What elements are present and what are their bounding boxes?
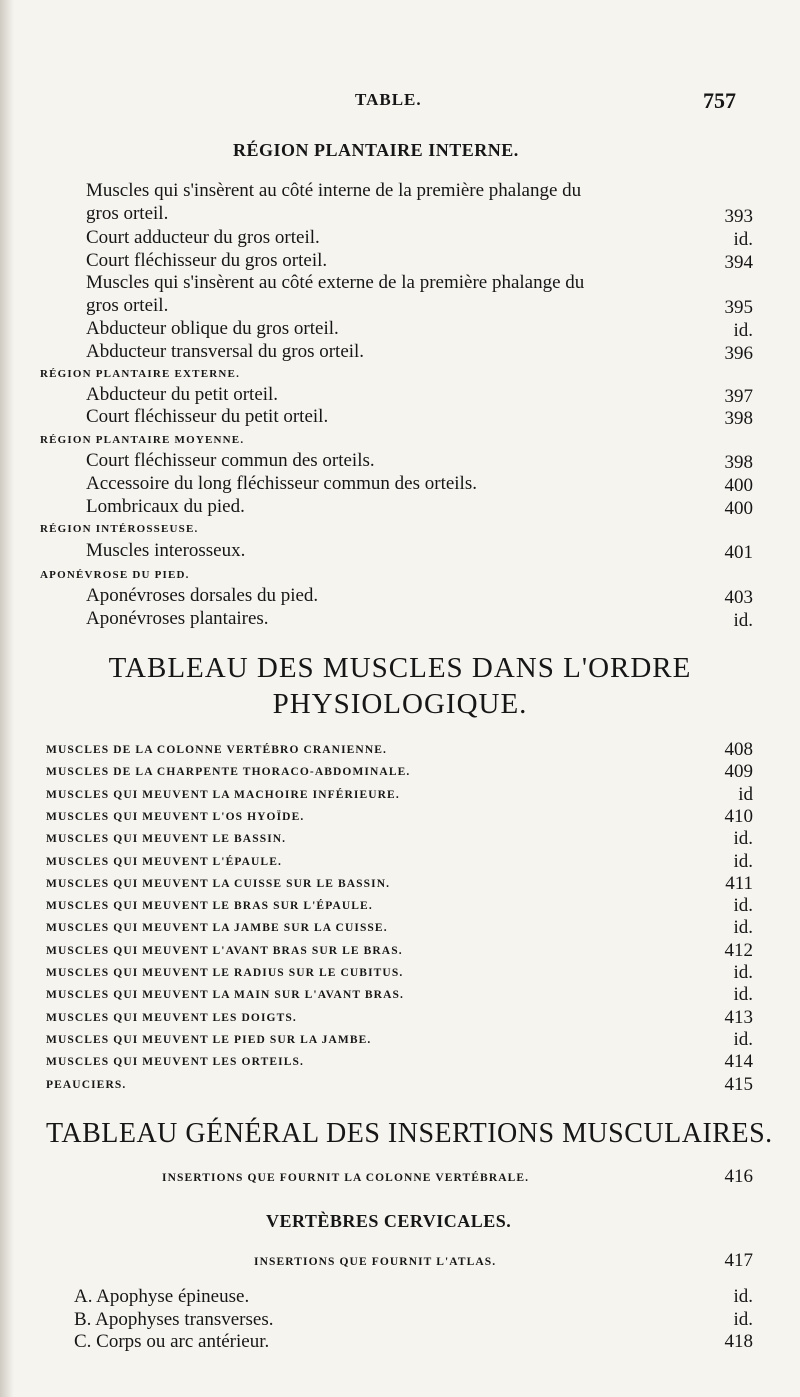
physiological-entry: MUSCLES QUI MEUVENT LA MACHOIRE INFÉRIEURE. [46,788,400,801]
entry-line: Court fléchisseur commun des orteils. [86,450,375,471]
entry-line: Aponévroses dorsales du pied. [86,585,319,606]
entry-line: Abducteur du petit orteil. [86,384,279,405]
section-title-plantar-internal: RÉGION PLANTAIRE INTERNE. [233,140,519,160]
subsection-title: RÉGION PLANTAIRE EXTERNE. [40,368,241,380]
page-ref: id. [733,320,753,341]
page-ref: 412 [724,939,753,961]
page-ref: id. [733,1286,753,1307]
page-ref: id. [733,1309,753,1330]
physiological-entry: MUSCLES QUI MEUVENT LE BRAS SUR L'ÉPAULE. [46,900,373,913]
page-ref: 403 [724,587,753,608]
physiological-entry: MUSCLES DE LA COLONNE VERTÉBRO CRANIENNE. [46,744,387,756]
entry-line: gros orteil. [86,295,169,316]
page-ref: 393 [724,206,753,227]
physiological-entry: MUSCLES QUI MEUVENT LES DOIGTS. [46,1011,297,1024]
page-ref: 398 [724,408,753,429]
physiological-entry: PEAUCIERS. [46,1078,127,1091]
page-ref: 409 [724,761,753,783]
page-ref: 413 [724,1006,753,1028]
entry-line: C. Corps ou arc antérieur. [74,1331,270,1352]
entry-line: Court fléchisseur du gros orteil. [86,250,328,271]
physiological-entry: MUSCLES QUI MEUVENT LE BASSIN. [46,833,287,846]
entry-line: Aponévroses plantaires. [86,608,269,629]
page-ref: 400 [724,475,753,496]
running-header-title: TABLE. [355,90,422,109]
page-ref: 414 [724,1051,753,1073]
entry-line: B. Apophyses transverses. [74,1309,274,1330]
page-ref: id. [733,962,753,983]
page-ref: id [738,783,753,805]
section-title-cervical: VERTÈBRES CERVICALES. [266,1211,512,1231]
page-ref: 401 [724,542,753,563]
entry-line: Abducteur transversal du gros orteil. [86,341,365,362]
entry-line: A. Apophyse épineuse. [74,1286,250,1307]
page-ref: 400 [724,498,753,519]
general-table-heading: TABLEAU GÉNÉRAL DES INSERTIONS MUSCULAIRES. [46,1118,773,1149]
table-heading-line1: TABLEAU DES MUSCLES DANS L'ORDRE [108,652,692,684]
page-ref: id. [733,610,753,631]
subsection-title: APONÉVROSE DU PIED. [40,569,190,581]
entry-line: Court adducteur du gros orteil. [86,227,320,248]
entry-line: gros orteil. [86,203,169,224]
entry-line: Court fléchisseur du petit orteil. [86,406,329,427]
page-ref: 398 [724,452,753,473]
physiological-entry: MUSCLES QUI MEUVENT LA JAMBE SUR LA CUISSE. [46,922,388,935]
page-ref: id. [733,895,753,917]
insertion-line: INSERTIONS QUE FOURNIT L'ATLAS. [254,1256,497,1268]
page-ref: 396 [724,343,753,364]
page-ref: 395 [724,297,753,318]
page-number: 757 [703,88,736,113]
physiological-entry: MUSCLES QUI MEUVENT L'AVANT BRAS SUR LE BRAS. [46,944,403,957]
page-ref: id. [733,850,753,872]
entry-line: Muscles interosseux. [86,540,246,561]
physiological-entry: MUSCLES DE LA CHARPENTE THORACO-ABDOMINALE. [46,766,411,779]
page-ref: id. [733,917,753,939]
physiological-entry: MUSCLES QUI MEUVENT LA MAIN SUR L'AVANT BRAS. [46,989,404,1002]
page-ref: 416 [724,1166,753,1187]
physiological-entry: MUSCLES QUI MEUVENT L'OS HYOÏDE. [46,810,305,823]
page-ref: 417 [724,1250,753,1271]
subsection-title: RÉGION INTÉROSSEUSE. [40,523,199,535]
entry-line: Lombricaux du pied. [86,496,245,517]
physiological-entry: MUSCLES QUI MEUVENT L'ÉPAULE. [46,855,282,868]
physiological-entry: MUSCLES QUI MEUVENT LE PIED SUR LA JAMBE. [46,1033,372,1046]
page-ref: 418 [724,1331,753,1352]
page-ref: 410 [724,805,753,827]
page-ref: 415 [724,1073,753,1095]
physiological-entry: MUSCLES QUI MEUVENT LA CUISSE SUR LE BASSIN. [46,877,391,890]
page-ref: 397 [724,386,753,407]
page-ref: 408 [724,739,753,760]
page-ref: id. [733,984,753,1006]
entry-line: Accessoire du long fléchisseur commun des orteils. [86,473,477,494]
page-ref: id. [733,1028,753,1050]
physiological-entry: MUSCLES QUI MEUVENT LES ORTEILS. [46,1056,304,1069]
page-ref: id. [733,229,753,250]
page-ref: 394 [724,252,753,273]
table-heading-line2: PHYSIOLOGIQUE. [272,688,528,720]
entry-line: Abducteur oblique du gros orteil. [86,318,339,339]
page-ref: id. [733,828,753,850]
subsection-title: RÉGION PLANTAIRE MOYENNE. [40,434,245,446]
entry-line: Muscles qui s'insèrent au côté externe de la première phalange du [86,272,585,293]
page-ref: 411 [725,872,753,894]
physiological-entry: MUSCLES QUI MEUVENT LE RADIUS SUR LE CUBITUS. [46,967,404,979]
entry-line: Muscles qui s'insèrent au côté interne de la première phalange du [86,180,582,201]
insertion-line: INSERTIONS QUE FOURNIT LA COLONNE VERTÉBRALE. [162,1172,530,1184]
